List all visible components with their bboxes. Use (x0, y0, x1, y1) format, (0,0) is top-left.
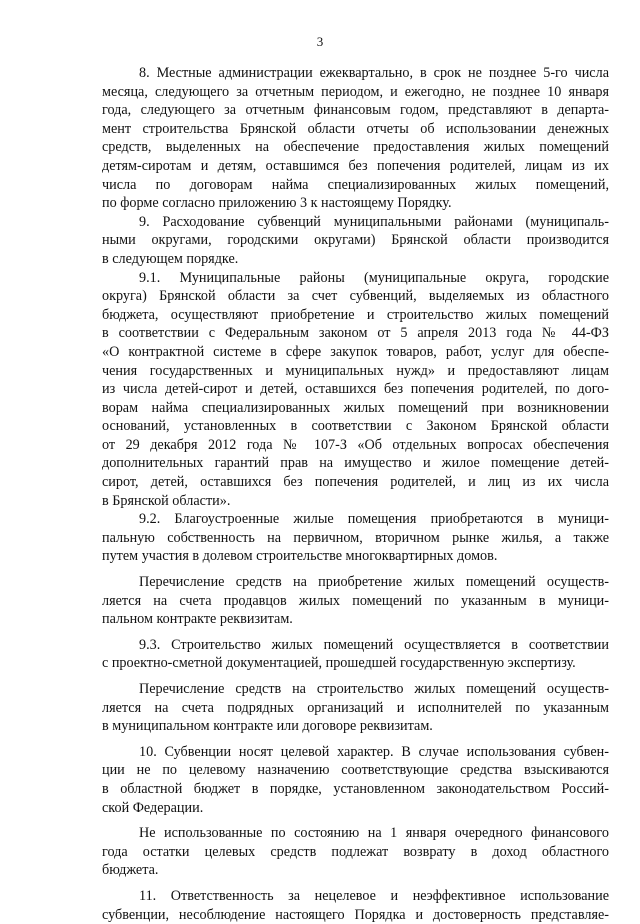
text-line: 9.1. Муниципальные районы (муниципальные округа, городские (139, 269, 609, 286)
paragraph (102, 887, 609, 924)
paragraph (102, 573, 609, 629)
text-line: в соответствии с Федеральным законом от 5 апреля 2013 года № 44-ФЗ (102, 325, 609, 342)
paragraph (102, 64, 609, 213)
text-line: 10. Субвенции носят целевой характер. В случае использования субвен- (139, 743, 609, 760)
text-line: средств, выделенных на обеспечение предоставления жилых помещений (102, 139, 609, 156)
text-line: мент строительства Брянской области отчеты об использовании денежных (102, 120, 609, 137)
text-line: оснований, установленных в соответствии с Законом Брянской области (102, 418, 609, 435)
text-line: Перечисление средств на строительство жилых помещений осуществ- (139, 681, 609, 697)
text-line: «О контрактной системе в сфере закупок товаров, работ, услуг для обеспе- (102, 343, 609, 360)
paragraph (102, 269, 609, 511)
text-line: ворам найма специализированных жилых помещений при возникновении (102, 399, 609, 416)
text-line: дополнительных гарантий прав на имущество и жилое помещение детей- (102, 455, 609, 472)
text-line: из числа детей-сирот и детей, оставшихся без попечения родителей, по дого- (102, 381, 609, 398)
text-line: 9.2. Благоустроенные жилые помещения приобретаются в муници- (139, 511, 609, 528)
text-line: в областной бюджет в порядке, установленном законодательством Россий- (102, 780, 609, 797)
text-line: чения государственных и муниципальных нужд» и предоставляют лицам (102, 362, 609, 379)
text-line: субвенции, несоблюдение настоящего Порядка и достоверность представляе- (102, 906, 609, 923)
text-line: 9.3. Строительство жилых помещений осуществляется в соответствии (139, 636, 609, 653)
text-line: 9. Расходование субвенций муниципальными районами (муниципаль- (139, 213, 609, 230)
text-line: Перечисление средств на приобретение жилых помещений осуществ- (139, 574, 609, 591)
text-line: месяца, следующего за отчетным периодом, и ежегодно, не позднее 10 января (102, 83, 609, 100)
text-line: 11. Ответственность за нецелевое и неэффективное использование (139, 887, 609, 904)
text-line: от 29 декабря 2012 года № 107-З «Об отдельных вопросах обеспечения (102, 436, 609, 453)
paragraph (102, 636, 609, 673)
text-line: ляется на счета продавцов жилых помещений по указанным в муници- (102, 592, 609, 609)
text-line: детям-сиротам и детям, оставшимся без попечения родителей, лицам из их (102, 157, 609, 174)
text-line: бюджета. (102, 862, 159, 879)
text-line: с проектно-сметной документацией, прошедшей государственную экспертизу. (102, 655, 576, 672)
document-body (102, 64, 609, 924)
text-line: округа) Брянской области за счет субвенций, выделяемых из областного (102, 288, 609, 305)
text-line: 8. Местные администрации ежеквартально, в срок не позднее 5-го числа (139, 65, 609, 81)
paragraph (102, 824, 609, 880)
page-number: 3 (316, 34, 324, 49)
text-line: путем участия в долевом строительстве многоквартирных домов. (102, 548, 498, 565)
paragraph (102, 743, 609, 817)
text-line: Не использованные по состоянию на 1 января очередного финансового (139, 825, 609, 842)
text-line: в Брянской области». (102, 492, 231, 509)
text-line: в муниципальном контракте или договоре реквизитам. (102, 718, 433, 735)
text-line: сирот, детей, оставшихся без попечения родителей, и лиц из их числа (102, 474, 609, 491)
text-line: ными округами, городскими округами) Брянской области производится (102, 232, 609, 249)
text-line: ции не по целевому назначению соответствующие средства взыскиваются (102, 762, 609, 779)
paragraph (102, 213, 609, 269)
text-line: пальную собственность на первичном, вторичном рынке жилья, а также (102, 529, 609, 546)
text-line: года, следующего за отчетным финансовым годом, представляют в департа- (102, 102, 609, 119)
text-line: ской Федерации. (102, 799, 204, 816)
text-line: года остатки целевых средств подлежат возврату в доход областного (102, 843, 609, 860)
text-line: числа по договорам найма специализированных жилых помещений, (102, 176, 609, 193)
text-line: бюджета, осуществляют приобретение и строительство жилых помещений (102, 306, 609, 323)
text-line: ляется на счета подрядных организаций и исполнителей по указанным (102, 699, 609, 716)
paragraph (102, 680, 609, 736)
text-line: в следующем порядке. (102, 250, 239, 267)
text-line: пальном контракте реквизитам. (102, 611, 293, 628)
text-line: по форме согласно приложению 3 к настоящему Порядку. (102, 195, 452, 212)
paragraph (102, 510, 609, 566)
